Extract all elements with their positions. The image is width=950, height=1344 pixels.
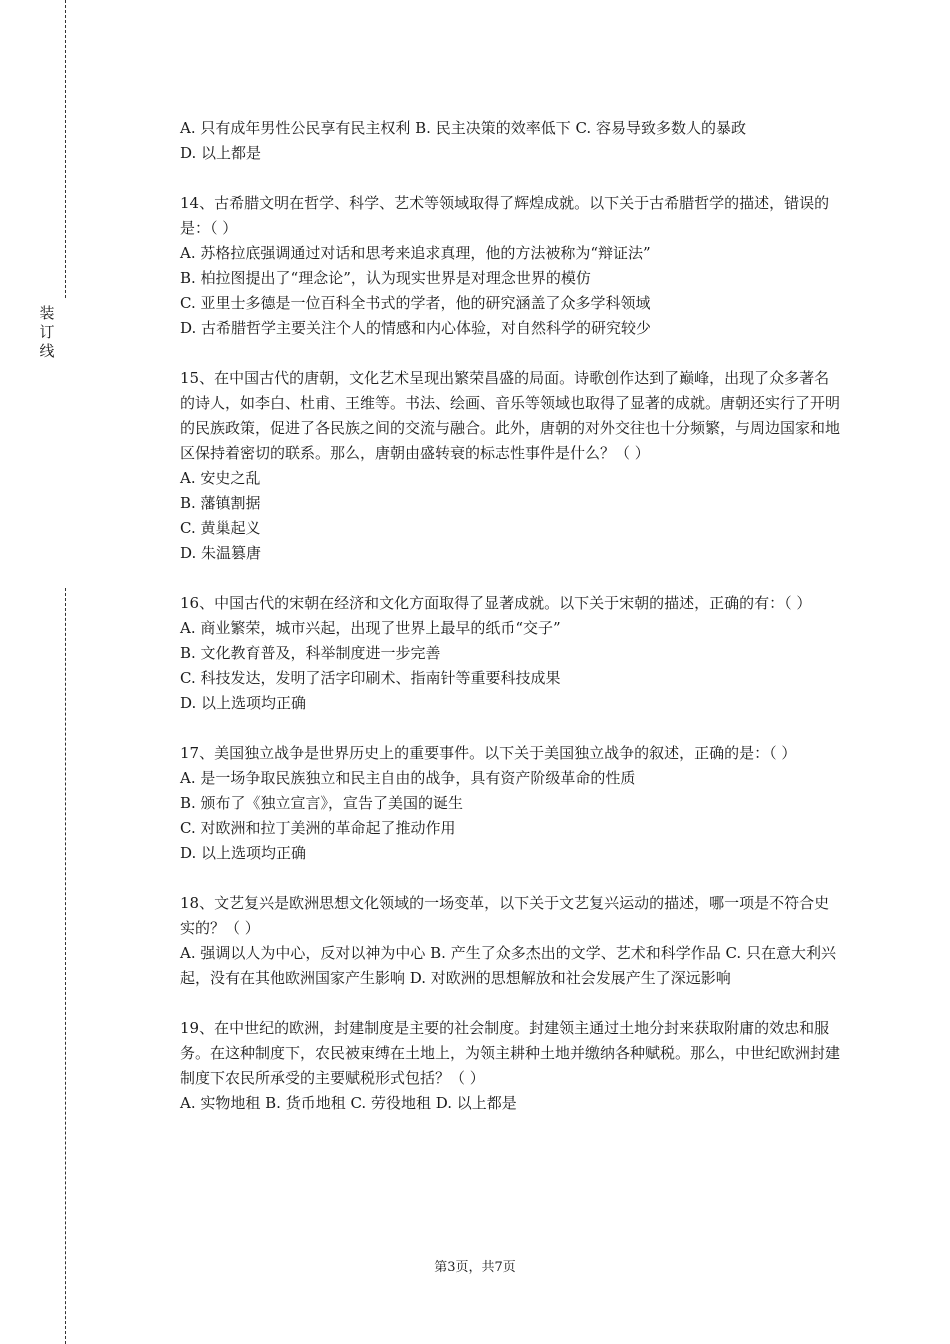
question-stem: 15、在中国古代的唐朝，文化艺术呈现出繁荣昌盛的局面。诗歌创作达到了巅峰，出现了众多著名的诗人，如李白、杜甫、王维等。书法、绘画、音乐等领域也取得了显著的成就。唐朝还实行了开明的民族政策，促进了各民族之间的交流与融合。此外，唐朝的对外交往也十分频繁，与周边国家和地区保持着密切的联系。那么，唐朝由盛转衰的标志性事件是什么？（ ）	[180, 369, 841, 462]
option-c: C. 科技发达，发明了活字印刷术、指南针等重要科技成果	[180, 669, 561, 687]
binding-label-char: 装	[39, 304, 55, 322]
question-stem: 16、中国古代的宋朝在经济和文化方面取得了显著成就。以下关于宋朝的描述，正确的有：（ ）	[180, 594, 812, 612]
option-d: D. 以上选项均正确	[180, 694, 307, 712]
question-stem: 14、古希腊文明在哲学、科学、艺术等领域取得了辉煌成就。以下关于古希腊哲学的描述，错误的是：（ ）	[180, 194, 830, 237]
question-13-tail	[180, 116, 840, 166]
option-a: A. 安史之乱	[180, 469, 261, 487]
question-18	[180, 891, 840, 991]
option-line: A. 只有成年男性公民享有民主权利 B. 民主决策的效率低下 C. 容易导致多数人的暴政	[180, 119, 746, 137]
option-c: C. 亚里士多德是一位百科全书式的学者，他的研究涵盖了众多学科领域	[180, 294, 651, 312]
question-stem: 17、美国独立战争是世界历史上的重要事件。以下关于美国独立战争的叙述，正确的是：（ ）	[180, 744, 797, 762]
page-content	[180, 116, 840, 1141]
option-c: C. 黄巢起义	[180, 519, 261, 537]
option-d: D. 以上都是	[180, 144, 262, 162]
question-17	[180, 741, 840, 866]
option-b: B. 柏拉图提出了“理念论”，认为现实世界是对理念世界的模仿	[180, 269, 591, 287]
options-inline: A. 实物地租 B. 货币地租 C. 劳役地租 D. 以上都是	[180, 1094, 517, 1112]
option-b: B. 文化教育普及，科举制度进一步完善	[180, 644, 441, 662]
option-b: B. 藩镇割据	[180, 494, 261, 512]
question-16	[180, 591, 840, 716]
option-d: D. 朱温篡唐	[180, 544, 262, 562]
options-inline: A. 强调以人为中心，反对以神为中心 B. 产生了众多杰出的文学、艺术和科学作品 C. 只在意大利兴起，没有在其他欧洲国家产生影响 D. 对欧洲的思想解放和社会发展产生了深远影响	[180, 944, 836, 987]
option-d: D. 以上选项均正确	[180, 844, 307, 862]
option-a: A. 苏格拉底强调通过对话和思考来追求真理，他的方法被称为“辩证法”	[180, 244, 651, 262]
binding-dashed-line-bottom	[65, 588, 66, 1344]
option-c: C. 对欧洲和拉丁美洲的革命起了推动作用	[180, 819, 456, 837]
question-15	[180, 366, 840, 566]
binding-label-char: 订	[39, 323, 55, 341]
question-stem: 18、文艺复兴是欧洲思想文化领域的一场变革，以下关于文艺复兴运动的描述，哪一项是不符合史实的？（ ）	[180, 894, 830, 937]
binding-dashed-line-top	[65, 0, 66, 298]
option-b: B. 颁布了《独立宣言》，宣告了美国的诞生	[180, 794, 464, 812]
question-19	[180, 1016, 840, 1116]
page-footer: 第3页，共7页	[434, 1260, 516, 1275]
question-14	[180, 191, 840, 341]
binding-label-char: 线	[39, 342, 55, 360]
binding-label	[37, 304, 57, 361]
option-a: A. 是一场争取民族独立和民主自由的战争，具有资产阶级革命的性质	[180, 769, 636, 787]
option-a: A. 商业繁荣，城市兴起，出现了世界上最早的纸币“交子”	[180, 619, 561, 637]
question-stem: 19、在中世纪的欧洲，封建制度是主要的社会制度。封建领主通过土地分封来获取附庸的效忠和服务。在这种制度下，农民被束缚在土地上，为领主耕种土地并缴纳各种赋税。那么，中世纪欧洲封建制度下农民所承受的主要赋税形式包括？（ ）	[180, 1019, 841, 1087]
option-d: D. 古希腊哲学主要关注个人的情感和内心体验，对自然科学的研究较少	[180, 319, 652, 337]
